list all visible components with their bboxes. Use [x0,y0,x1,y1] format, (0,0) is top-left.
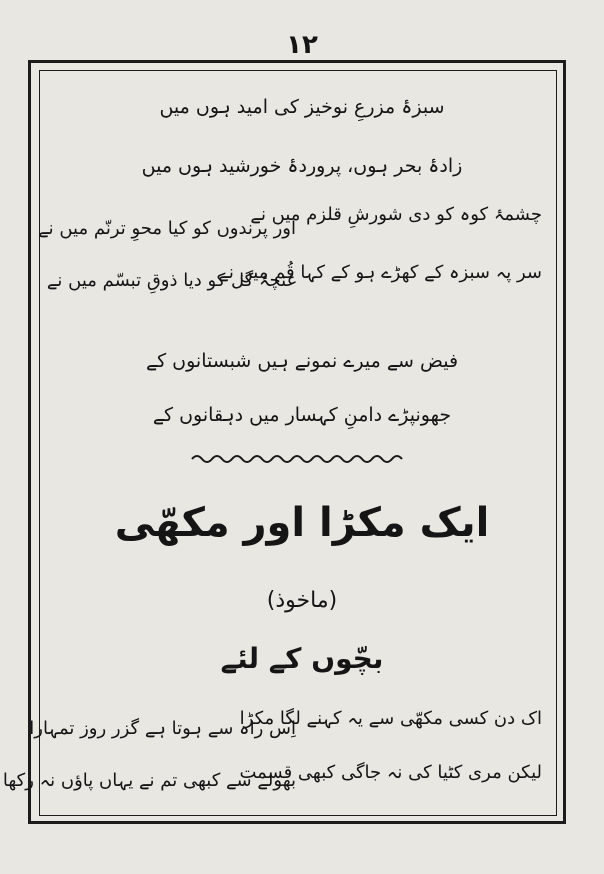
body-couplet-1-first: اک دن کسی مکھّی سے یہ کہنے لگا مکڑا [239,708,542,729]
poem-top-line-3: فیض سے میرے نمونے ہیں شبستانوں کے [145,350,459,372]
poem-top-line-4: جھونپڑے دامنِ کہسار میں دہقانوں کے [152,404,452,426]
poem-top-line-2: زادۂ بحر ہوں، پروردۂ خورشید ہوں میں [141,155,463,177]
poem-title: ایک مکڑا اور مکھّی [114,500,490,546]
couplet-1-second-hemistich: اور پرندوں کو کیا محوِ ترنّم میں نے [38,218,296,239]
couplet-2-first-hemistich: سر پہ سبزہ کے کھڑے ہو کے کہا قُم میں نے [218,262,542,283]
couplet-2-second-hemistich: غنچۂ گل کو دیا ذوقِ تبسّم میں نے [46,270,296,291]
body-couplet-2-second: بھولے سے کبھی تم نے یہاں پاؤں نہ رکھا [2,770,296,791]
source-note: (ماخوذ) [266,588,338,613]
body-couplet-1-second: اِس راہ سے ہوتا ہے گزر روز تمہارا [29,718,296,739]
inner-border [2,70,557,816]
dedication-heading: بچّوں کے لئے [220,642,384,675]
poem-top-line-1: سبزۂ مزرعِ نوخیز کی امید ہوں میں [159,96,445,118]
wavy-divider [190,452,410,466]
body-couplet-2-first: لیکن مری کٹیا کی نہ جاگی کبھی قسمت [239,762,542,783]
couplet-1-first-hemistich: چشمۂ کوہ کو دی شورشِ قلزم میں نے [250,204,542,225]
page-number: ۱۲ [286,30,318,60]
